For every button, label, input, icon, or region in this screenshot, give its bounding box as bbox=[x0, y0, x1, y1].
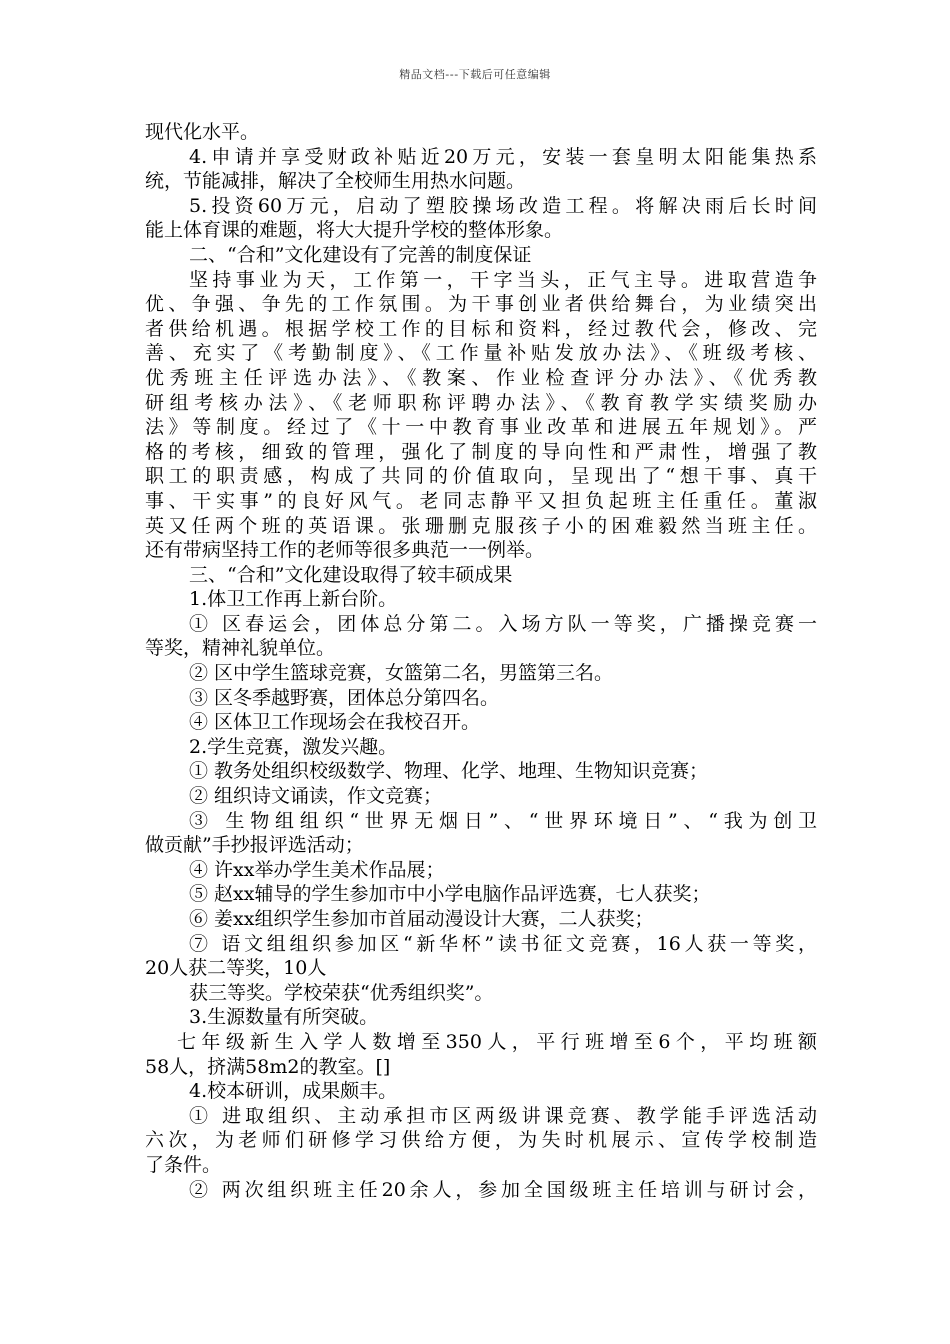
text-line: ② 区中学生篮球竞赛，女篮第二名，男篮第三名。 bbox=[189, 662, 614, 685]
text-line: 者供给机遇。根据学校工作的目标和资料，经过教代会，修改、完 bbox=[145, 317, 817, 340]
text-line: 2.学生竞赛，激发兴趣。 bbox=[189, 735, 398, 758]
text-line: ⑤ 赵xx辅导的学生参加市中小学电脑作品评选赛，七人获奖； bbox=[189, 883, 711, 906]
text-line: ② 两次组织班主任20余人，参加全国级班主任培训与研讨会， bbox=[189, 1178, 817, 1201]
text-line: 4.校本研训，成果颇丰。 bbox=[189, 1080, 398, 1103]
text-line: ③ 生物组组织“世界无烟日”、“世界环境日”、“我为创卫 bbox=[189, 809, 817, 832]
text-line: ① 进取组织、主动承担市区两级讲课竞赛、教学能手评选活动 bbox=[189, 1104, 817, 1127]
text-line: 获三等奖。学校荣获“优秀组织奖”。 bbox=[189, 981, 494, 1004]
text-line: 等奖，精神礼貌单位。 bbox=[145, 637, 336, 660]
text-line: 善、充实了《考勤制度》、《工作量补贴发放办法》、《班级考核、 bbox=[145, 342, 817, 365]
text-line: 统，节能减排，解决了全校师生用热水问题。 bbox=[145, 170, 526, 193]
text-line: 研组考核办法》、《老师职称评聘办法》、《教育教学实绩奖励办 bbox=[145, 391, 817, 414]
text-line: 58人，挤满58m2的教室。[] bbox=[145, 1055, 391, 1078]
text-line: 优、争强、争先的工作氛围。为干事创业者供给舞台，为业绩突出 bbox=[145, 293, 817, 316]
text-line: 了条件。 bbox=[145, 1153, 222, 1176]
section-heading: 三、“合和”文化建设取得了较丰硕成果 bbox=[189, 563, 513, 586]
text-line: 坚持事业为天，工作第一，干字当头，正气主导。进取营造争 bbox=[189, 268, 817, 291]
text-line: ③ 区冬季越野赛，团体总分第四名。 bbox=[189, 686, 500, 709]
text-line: ⑥ 姜xx组织学生参加市首届动漫设计大赛，二人获奖； bbox=[189, 908, 654, 930]
text-line: 4.申请并享受财政补贴近20万元，安装一套皇明太阳能集热系 bbox=[189, 145, 817, 168]
text-line: 六次，为老师们研修学习供给方便，为失时机展示、宣传学校制造 bbox=[145, 1129, 817, 1152]
text-line: ⑦ 语文组组织参加区“新华杯”读书征文竞赛，16人获一等奖， bbox=[189, 932, 817, 955]
text-line: ④ 许xx举办学生美术作品展； bbox=[189, 858, 445, 881]
section-heading: 二、“合和”文化建设有了完善的制度保证 bbox=[189, 243, 532, 266]
text-line: 格的考核，细致的管理，强化了制度的导向性和严肃性，增强了教 bbox=[145, 440, 817, 463]
text-line: 20人获二等奖，10人 bbox=[145, 957, 327, 980]
text-line: 做贡献”手抄报评选活动； bbox=[145, 834, 364, 857]
text-line: ④ 区体卫工作现场会在我校召开。 bbox=[189, 711, 481, 734]
text-line: 事、干实事”的良好风气。老同志静平又担负起班主任重任。董淑 bbox=[145, 489, 817, 512]
text-line: 英又任两个班的英语课。张珊删克服孩子小的困难毅然当班主任。 bbox=[145, 514, 817, 537]
text-line: 能上体育课的难题，将大大提升学校的整体形象。 bbox=[145, 219, 564, 242]
text-line: 优秀班主任评选办法》、《教案、作业检查评分办法》、《优秀教 bbox=[145, 366, 817, 389]
text-line: 法》等制度。经过了《十一中教育事业改革和进展五年规划》。严 bbox=[145, 416, 817, 439]
text-line: 七年级新生入学人数增至350人，平行班增至6个，平均班额 bbox=[177, 1030, 817, 1053]
text-line: 3.生源数量有所突破。 bbox=[189, 1006, 379, 1029]
text-line: 5.投资60万元，启动了塑胶操场改造工程。将解决雨后长时间 bbox=[189, 194, 817, 217]
text-line: ② 组织诗文诵读，作文竞赛； bbox=[189, 785, 443, 808]
page-header: 精品文档---下载后可任意编辑 bbox=[399, 68, 551, 81]
text-line: ① 教务处组织校级数学、物理、化学、地理、生物知识竞赛； bbox=[189, 760, 709, 783]
text-line: ① 区春运会，团体总分第二。入场方队一等奖，广播操竞赛一 bbox=[189, 612, 817, 635]
text-line: 还有带病坚持工作的老师等很多典范一一例举。 bbox=[145, 539, 545, 562]
text-line: 现代化水平。 bbox=[145, 121, 260, 143]
text-line: 职工的职责感，构成了共同的价值取向，呈现出了“想干事、真干 bbox=[145, 465, 817, 488]
text-line: 1.体卫工作再上新台阶。 bbox=[189, 588, 398, 611]
document-body bbox=[145, 120, 817, 1202]
